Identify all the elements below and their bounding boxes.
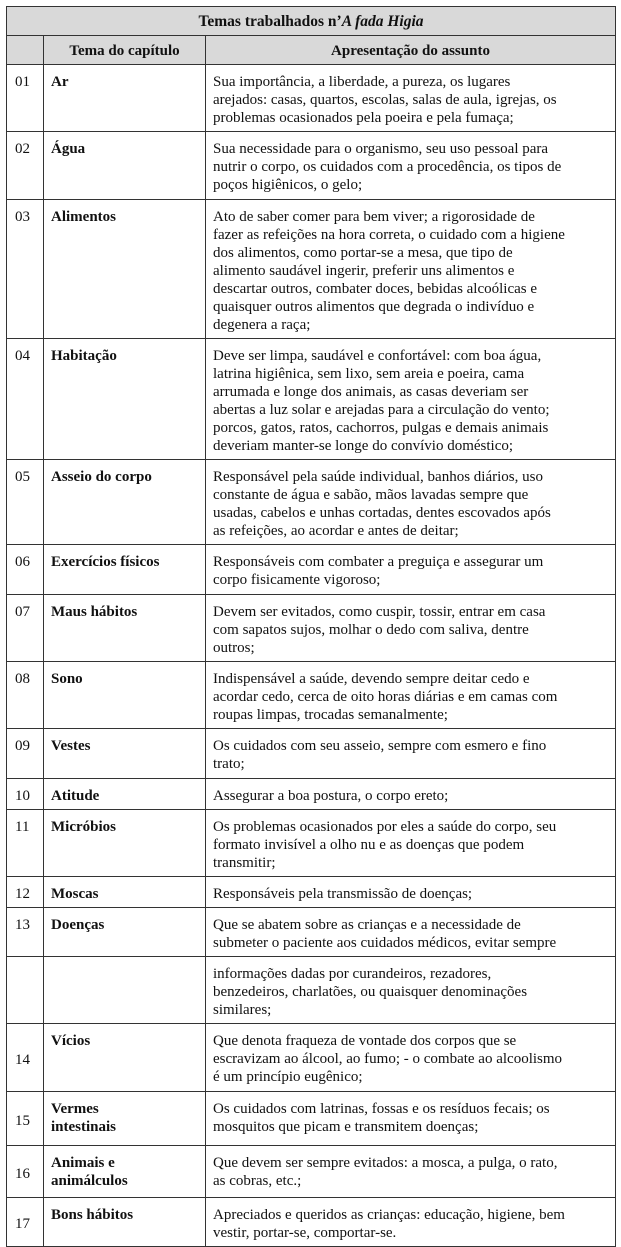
table-row — [7, 1198, 616, 1247]
description-line: transmitir; — [213, 855, 276, 871]
chapter-number: 01 — [7, 65, 44, 132]
themes-table — [6, 6, 616, 1247]
description-line: Ato de saber comer para bem viver; a rigorosidade de — [213, 209, 535, 225]
book-title: A fada Higia — [341, 13, 424, 30]
table-row — [7, 1146, 616, 1198]
description-line: alimento saudável ingerir, preferir uns alimentos e — [213, 263, 515, 279]
description-line: informações dadas por curandeiros, rezadores, — [213, 966, 492, 982]
header-num — [7, 36, 44, 65]
description-line: arejados: casas, quartos, escolas, salas de aula, igrejas, os — [213, 92, 557, 108]
chapter-topic — [44, 595, 206, 662]
description-line: degenera a raça; — [213, 317, 311, 333]
chapter-description — [206, 65, 616, 132]
topic-line: Vermes — [51, 1101, 99, 1117]
description-line: Que denota fraqueza de vontade dos corpos que se — [213, 1033, 517, 1049]
chapter-number: 04 — [7, 339, 44, 460]
chapter-number — [7, 957, 44, 1024]
title-prefix: Temas trabalhados n’ — [198, 13, 342, 30]
description-line: nutrir o corpo, os cuidados com a procedência, os tipos de — [213, 159, 562, 175]
topic-line: Sono — [51, 671, 83, 687]
description-line: trato; — [213, 756, 245, 772]
topic-line: Doenças — [51, 917, 105, 933]
chapter-number: 06 — [7, 545, 44, 595]
chapter-topic — [44, 1024, 206, 1092]
description-line: benzedeiros, charlatões, ou quaisquer denominações — [213, 984, 528, 1000]
chapter-description — [206, 810, 616, 877]
description-line: Deve ser limpa, saudável e confortável: com boa água, — [213, 348, 542, 364]
topic-line: animálculos — [51, 1173, 128, 1189]
chapter-topic — [44, 545, 206, 595]
description-line: Indispensável a saúde, devendo sempre deitar cedo e — [213, 671, 530, 687]
chapter-topic — [44, 779, 206, 810]
header-topic: Tema do capítulo — [44, 36, 206, 65]
description-line: constante de água e sabão, mãos lavadas sempre que — [213, 487, 529, 503]
table-row — [7, 132, 616, 200]
description-line: Os cuidados com seu asseio, sempre com esmero e fino — [213, 738, 547, 754]
chapter-number: 03 — [7, 200, 44, 339]
table-title — [7, 7, 616, 36]
chapter-description — [206, 1092, 616, 1146]
table-row — [7, 1024, 616, 1092]
chapter-number: 13 — [7, 908, 44, 957]
table-row — [7, 877, 616, 908]
topic-line: Água — [51, 141, 86, 157]
topic-line: Vestes — [51, 738, 91, 754]
chapter-number: 05 — [7, 460, 44, 545]
description-line: Assegurar a boa postura, o corpo ereto; — [213, 788, 449, 804]
description-line: poços higiênicos, o gelo; — [213, 177, 363, 193]
topic-line: Vícios — [51, 1033, 91, 1049]
description-line: similares; — [213, 1002, 272, 1018]
description-line: as cobras, etc.; — [213, 1173, 302, 1189]
table-row — [7, 662, 616, 729]
topic-line: Exercícios físicos — [51, 554, 160, 570]
chapter-description — [206, 877, 616, 908]
table-row — [7, 595, 616, 662]
table-row — [7, 908, 616, 957]
header-desc: Apresentação do assunto — [206, 36, 616, 65]
topic-line: intestinais — [51, 1119, 117, 1135]
description-line: Sua importância, a liberdade, a pureza, os lugares — [213, 74, 511, 90]
topic-line: Maus hábitos — [51, 604, 138, 620]
chapter-topic — [44, 1146, 206, 1198]
table-row — [7, 1092, 616, 1146]
description-line: arrumada e longe dos animais, as casas deveriam ser — [213, 384, 529, 400]
description-line: acordar cedo, cerca de oito horas diárias e em camas com — [213, 689, 558, 705]
description-line: formato invisível a olho nu e as doenças que podem — [213, 837, 525, 853]
chapter-number: 14 — [7, 1024, 44, 1092]
description-line: deveriam manter-se longe do convívio doméstico; — [213, 438, 514, 454]
chapter-description — [206, 595, 616, 662]
chapter-number: 11 — [7, 810, 44, 877]
chapter-description — [206, 1198, 616, 1247]
chapter-description — [206, 957, 616, 1024]
description-line: outros; — [213, 640, 255, 656]
chapter-description — [206, 200, 616, 339]
description-line: corpo fisicamente vigoroso; — [213, 572, 381, 588]
description-line: Os cuidados com latrinas, fossas e os resíduos fecais; os — [213, 1101, 550, 1117]
chapter-description — [206, 908, 616, 957]
chapter-description — [206, 132, 616, 200]
table-row — [7, 779, 616, 810]
table-row — [7, 65, 616, 132]
description-line: Responsável pela saúde individual, banhos diários, uso — [213, 469, 543, 485]
description-line: quaisquer outros alimentos que degrada o indivíduo e — [213, 299, 535, 315]
chapter-description — [206, 339, 616, 460]
topic-line: Bons hábitos — [51, 1207, 134, 1223]
description-line: mosquitos que picam e transmitem doenças; — [213, 1119, 479, 1135]
chapter-description — [206, 662, 616, 729]
description-line: dos alimentos, como portar-se a mesa, que tipo de — [213, 245, 513, 261]
header-row — [7, 36, 616, 65]
chapter-number: 15 — [7, 1092, 44, 1146]
table-row — [7, 200, 616, 339]
description-line: Que devem ser sempre evitados: a mosca, a pulga, o rato, — [213, 1155, 558, 1171]
chapter-description — [206, 779, 616, 810]
topic-line: Moscas — [51, 886, 99, 902]
chapter-topic — [44, 908, 206, 957]
description-line: Os problemas ocasionados por eles a saúde do corpo, seu — [213, 819, 557, 835]
chapter-number: 08 — [7, 662, 44, 729]
table-row — [7, 545, 616, 595]
topic-line: Animais e — [51, 1155, 115, 1171]
description-line: Que se abatem sobre as crianças e a necessidade de — [213, 917, 521, 933]
chapter-topic — [44, 729, 206, 779]
chapter-topic — [44, 877, 206, 908]
table-row — [7, 957, 616, 1024]
chapter-topic — [44, 662, 206, 729]
table-row — [7, 460, 616, 545]
description-line: problemas ocasionados pela poeira e pela fumaça; — [213, 110, 514, 126]
description-line: fazer as refeições na hora correta, o cuidado com a higiene — [213, 227, 565, 243]
chapter-description — [206, 1024, 616, 1092]
description-line: usadas, cabelos e unhas cortadas, dentes escovados após — [213, 505, 551, 521]
chapter-topic — [44, 200, 206, 339]
chapter-topic — [44, 132, 206, 200]
description-line: escravizam ao álcool, ao fumo; - o combate ao alcoolismo — [213, 1051, 563, 1067]
description-line: Devem ser evitados, como cuspir, tossir, entrar em casa — [213, 604, 546, 620]
chapter-topic — [44, 65, 206, 132]
description-line: é um princípio eugênico; — [213, 1069, 363, 1085]
description-line: Sua necessidade para o organismo, seu uso pessoal para — [213, 141, 549, 157]
description-line: vestir, portar-se, comportar-se. — [213, 1225, 397, 1241]
topic-line: Habitação — [51, 348, 117, 364]
topic-line: Alimentos — [51, 209, 116, 225]
topic-line: Micróbios — [51, 819, 116, 835]
topic-line: Atitude — [51, 788, 100, 804]
chapter-topic — [44, 957, 206, 1024]
chapter-topic — [44, 1092, 206, 1146]
description-line: as refeições, ao acordar e antes de deitar; — [213, 523, 459, 539]
chapter-description — [206, 545, 616, 595]
description-line: Responsáveis com combater a preguiça e assegurar um — [213, 554, 544, 570]
description-line: porcos, gatos, ratos, cachorros, pulgas e demais animais — [213, 420, 549, 436]
description-line: submeter o paciente aos cuidados médicos, evitar sempre — [213, 935, 557, 951]
description-line: Apreciados e queridos as crianças: educação, higiene, bem — [213, 1207, 565, 1223]
description-line: descartar outros, combater doces, bebidas alcoólicas e — [213, 281, 538, 297]
table-row — [7, 339, 616, 460]
chapter-number: 10 — [7, 779, 44, 810]
description-line: com sapatos sujos, molhar o dedo com saliva, dentre — [213, 622, 529, 638]
chapter-description — [206, 729, 616, 779]
chapter-number: 07 — [7, 595, 44, 662]
chapter-number: 16 — [7, 1146, 44, 1198]
chapter-topic — [44, 339, 206, 460]
chapter-number: 09 — [7, 729, 44, 779]
table-row — [7, 729, 616, 779]
chapter-number: 17 — [7, 1198, 44, 1247]
chapter-topic — [44, 810, 206, 877]
description-line: Responsáveis pela transmissão de doenças; — [213, 886, 473, 902]
chapter-number: 12 — [7, 877, 44, 908]
chapter-description — [206, 460, 616, 545]
table-row — [7, 810, 616, 877]
description-line: latrina higiênica, sem lixo, sem areia e poeira, cama — [213, 366, 525, 382]
description-line: abertas a luz solar e arejadas para a circulação do vento; — [213, 402, 550, 418]
topic-line: Ar — [51, 74, 69, 90]
topic-line: Asseio do corpo — [51, 469, 152, 485]
chapter-topic — [44, 460, 206, 545]
chapter-number: 02 — [7, 132, 44, 200]
description-line: roupas limpas, trocadas semanalmente; — [213, 707, 448, 723]
chapter-topic — [44, 1198, 206, 1247]
chapter-description — [206, 1146, 616, 1198]
